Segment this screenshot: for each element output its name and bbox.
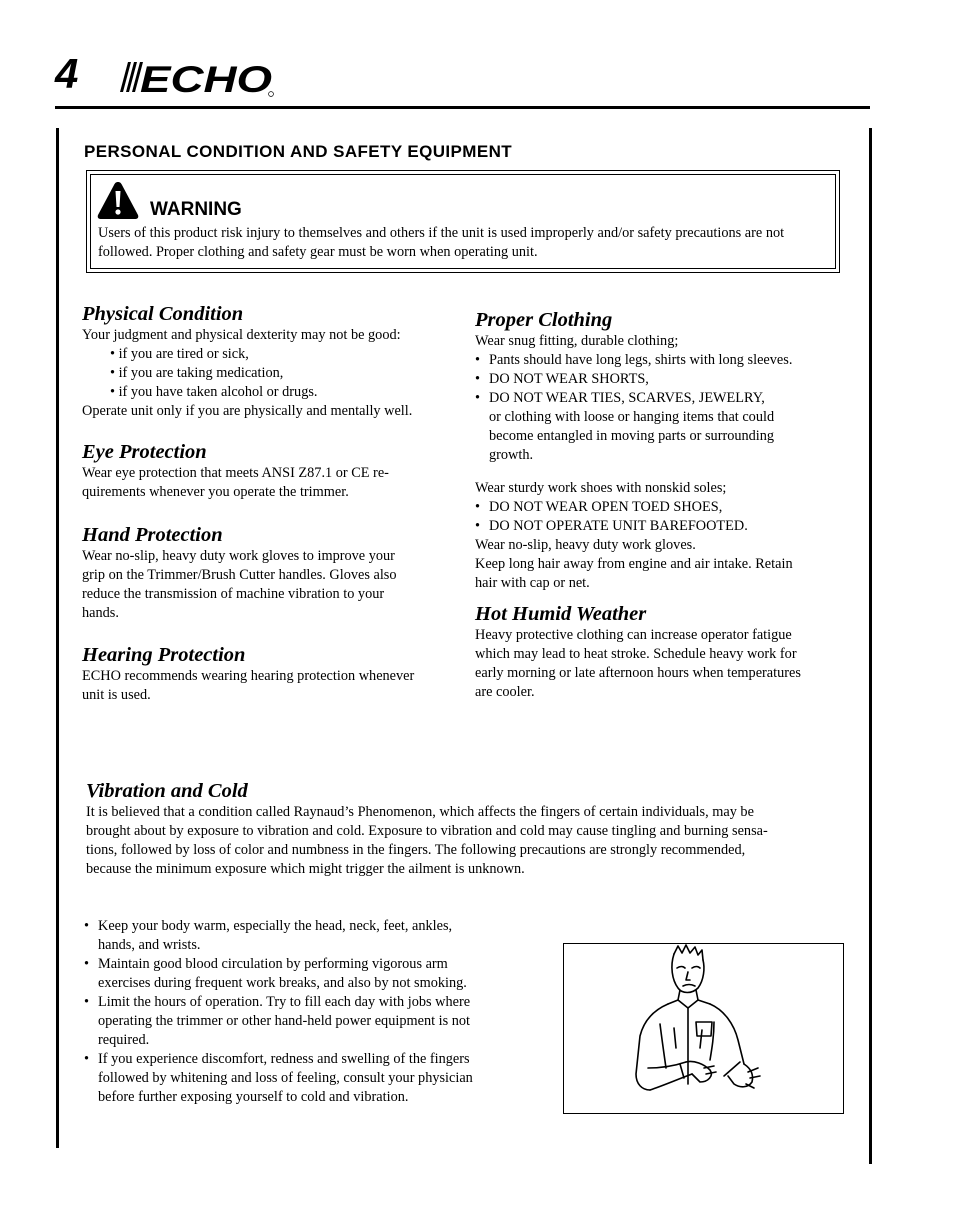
shoes-intro: Wear sturdy work shoes with nonskid soles; [475, 480, 727, 496]
text-line: growth. [489, 447, 534, 463]
text-line: or clothing with loose or hanging items that could [489, 409, 775, 425]
man-rubbing-hands-illustration [564, 944, 843, 1113]
warning-text: Users of this product risk injury to themselves and others if the unit is used improperly and/or safety precautions are not followed. Proper clothing and safety gear must be worn when operating unit. [98, 225, 785, 260]
list-item: • DO NOT WEAR OPEN TOED SHOES, [475, 498, 847, 517]
echo-logo [118, 58, 278, 98]
text-line: Wear no-slip, heavy duty work gloves to improve your [82, 548, 395, 564]
proper-clothing-section [475, 308, 847, 593]
text-line: grip on the Trimmer/Brush Cutter handles. Gloves also [82, 567, 397, 583]
physical-condition-outro: Operate unit only if you are physically and mentally well. [82, 403, 413, 419]
vibration-section [86, 779, 846, 879]
logo-text: ECHO [140, 59, 273, 98]
list-item: • Limit the hours of operation. Try to fill each day with jobs where operating the trimmer or other hand-held power equipment is not required. [84, 993, 524, 1050]
hot-humid-heading: Hot Humid Weather [475, 603, 647, 625]
list-item: • if you are tired or sick, [110, 346, 249, 362]
physical-condition-intro: Your judgment and physical dexterity may not be good: [82, 327, 401, 343]
warning-triangle-icon [97, 181, 139, 220]
text-line: quirements whenever you operate the trimmer. [82, 484, 349, 500]
text-line: It is believed that a condition called Raynaud’s Phenomenon, which affects the fingers of certain individuals, may be [86, 804, 754, 820]
list-item: • Maintain good blood circulation by performing vigorous arm exercises during frequent work breaks, and also by not smoking. [84, 955, 524, 993]
text-line: Heavy protective clothing can increase operator fatigue [475, 627, 792, 643]
text-line: hair with cap or net. [475, 575, 590, 591]
vibration-precautions-list [84, 917, 524, 1107]
text-line: unit is used. [82, 687, 151, 703]
header-rule [55, 106, 870, 109]
illustration-frame [563, 943, 844, 1114]
physical-condition-section [82, 302, 454, 421]
hearing-protection-section [82, 643, 454, 705]
list-item: • DO NOT OPERATE UNIT BAREFOOTED. [475, 517, 847, 536]
text-line: tions, followed by loss of color and numbness in the fingers. The following precautions are strongly recommended, [86, 842, 746, 858]
list-item: • Keep your body warm, especially the head, neck, feet, ankles, hands, and wrists. [84, 917, 524, 955]
text-line: reduce the transmission of machine vibration to your [82, 586, 385, 602]
eye-protection-section [82, 440, 454, 502]
hot-humid-section [475, 602, 847, 702]
text-line: early morning or late afternoon hours when temperatures [475, 665, 801, 681]
list-item: • Pants should have long legs, shirts with long sleeves. [475, 351, 847, 370]
vibration-heading: Vibration and Cold [86, 780, 248, 802]
text-line: brought about by exposure to vibration and cold. Exposure to vibration and cold may cause tingling and burning sensa- [86, 823, 768, 839]
page-number: 4 [55, 50, 79, 97]
hearing-protection-heading: Hearing Protection [82, 644, 246, 666]
text-line: are cooler. [475, 684, 535, 700]
list-item: • DO NOT WEAR TIES, SCARVES, JEWELRY, [475, 389, 847, 408]
hand-protection-heading: Hand Protection [82, 524, 223, 546]
section-title: PERSONAL CONDITION AND SAFETY EQUIPMENT [84, 142, 513, 161]
text-line: because the minimum exposure which might trigger the ailment is unknown. [86, 861, 525, 877]
text-line: Keep long hair away from engine and air intake. Retain [475, 556, 793, 572]
list-item: • DO NOT WEAR SHORTS, [475, 370, 847, 389]
proper-clothing-intro: Wear snug fitting, durable clothing; [475, 333, 679, 349]
list-item: • if you have taken alcohol or drugs. [110, 384, 318, 400]
gloves-text: Wear no-slip, heavy duty work gloves. [475, 537, 696, 553]
eye-protection-heading: Eye Protection [82, 441, 207, 463]
list-item: • if you are taking medication, [110, 365, 284, 381]
left-margin-rule [56, 128, 59, 1148]
hand-protection-section [82, 523, 454, 623]
text-line: hands. [82, 605, 119, 621]
text-line: which may lead to heat stroke. Schedule heavy work for [475, 646, 797, 662]
right-margin-rule [869, 128, 872, 1164]
text-line: become entangled in moving parts or surrounding [489, 428, 775, 444]
physical-condition-heading: Physical Condition [82, 303, 244, 325]
text-line: ECHO recommends wearing hearing protection whenever [82, 668, 415, 684]
proper-clothing-heading: Proper Clothing [475, 309, 613, 331]
text-line: Wear eye protection that meets ANSI Z87.1 or CE re- [82, 465, 389, 481]
warning-title: WARNING [150, 199, 242, 220]
list-item: • If you experience discomfort, redness and swelling of the fingers followed by whitening and loss of feeling, consult your physician before further exposing yourself to cold and vibration. [84, 1050, 524, 1107]
